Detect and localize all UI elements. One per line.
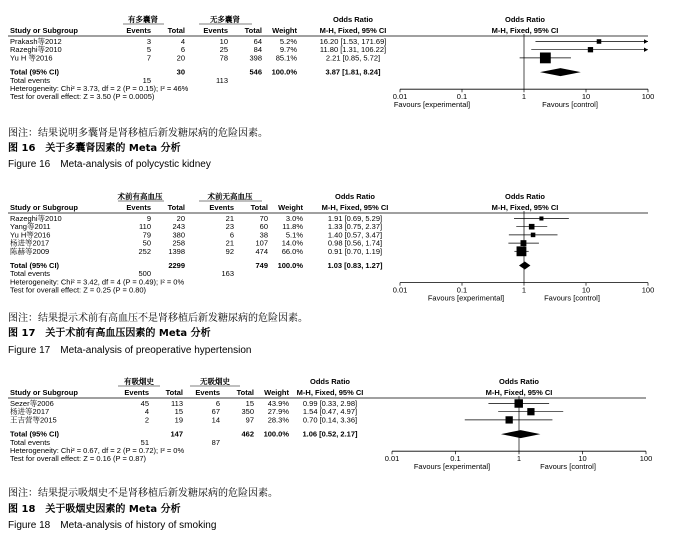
group1-label: 有吸烟史 (124, 377, 154, 386)
total-2: 546 (249, 67, 262, 77)
events-1: 7 (146, 53, 151, 63)
study-name: Yu H等2016 (10, 230, 51, 240)
study-name: Razeghi等2010 (10, 214, 62, 223)
pooled-diamond (519, 262, 530, 270)
total-2: 107 (255, 238, 268, 248)
point-estimate-square (531, 233, 536, 238)
favours-control-label: Favours [control] (544, 293, 600, 303)
point-estimate-square (527, 408, 534, 415)
study-row (10, 414, 357, 424)
study-row (10, 238, 382, 248)
total-events-label: Total events (10, 269, 51, 279)
events-2: 6 (229, 230, 234, 240)
or-ci-value: 1.91 [0.69, 5.29] (327, 214, 383, 223)
total-label: Total (95% CI) (10, 67, 60, 77)
events-2: 67 (211, 407, 220, 417)
study-row (10, 213, 382, 223)
group2-label: 术前无高血压 (207, 192, 253, 201)
total-events-1: 51 (140, 437, 149, 447)
total-events-2: 87 (211, 437, 220, 447)
point-estimate-square (529, 224, 535, 230)
events2-header: Events (195, 388, 220, 397)
total-2: 60 (259, 222, 268, 232)
events-2: 78 (219, 53, 228, 63)
total-events-label: Total events (10, 437, 51, 447)
events-2: 10 (219, 37, 228, 46)
study-name: Razeghi等2010 (10, 45, 62, 55)
events-1: 5 (146, 45, 151, 55)
or-ci-value: 16.20 [1.53, 171.69] (319, 37, 387, 46)
total-1: 2299 (168, 261, 185, 270)
study-name: 王吉营等2015 (10, 415, 57, 425)
total-2: 38 (259, 230, 268, 240)
ci-arrow (644, 39, 648, 43)
total-1: 30 (176, 67, 185, 77)
or-plot-header: Odds Ratio (504, 192, 546, 201)
forest-plot-18 (0, 372, 693, 480)
events-2: 6 (215, 399, 220, 408)
total2-header: Total (236, 388, 254, 397)
x-tick-label: 10 (581, 92, 591, 102)
point-estimate-square (539, 216, 543, 220)
total-weight: 100.0% (271, 67, 297, 77)
total-or-ci: 1.06 [0.52, 2.17] (302, 429, 358, 439)
figure-18-title-cn: 图 18 关于吸烟史因素的 Meta 分析 (8, 504, 181, 515)
or-ci-value: 0.91 [0.70, 1.19] (327, 246, 383, 256)
x-tick-label: 10 (581, 285, 591, 295)
total-1: 20 (176, 53, 185, 63)
study-name: Prakash等2012 (10, 37, 62, 46)
or-plot-header: Odds Ratio (504, 15, 546, 24)
total-1: 258 (172, 238, 185, 248)
weight-value: 3.0% (285, 214, 303, 223)
events-2: 21 (225, 238, 234, 248)
events-2: 23 (225, 222, 234, 232)
or-plot-header: Odds Ratio (498, 377, 540, 386)
method-header: M-H, Fixed, 95% CI (296, 388, 364, 397)
weight-value: 28.3% (267, 415, 289, 425)
total-or-ci: 3.87 [1.81, 8.24] (325, 67, 381, 77)
x-tick-label: 1 (521, 285, 527, 295)
study-name: 陈赫等2009 (10, 246, 50, 256)
group1-label: 术前有高血压 (117, 192, 163, 201)
weight-header: Weight (278, 203, 303, 212)
total-2: 97 (245, 415, 254, 425)
events1-header: Events (126, 26, 151, 35)
method-plot-header: M-H, Fixed, 95% CI (491, 26, 559, 35)
events2-header: Events (209, 203, 234, 212)
total-2: 398 (249, 53, 262, 63)
total-label: Total (95% CI) (10, 429, 60, 439)
study-col-header: Study or Subgroup (10, 203, 78, 212)
events-1: 3 (146, 37, 151, 46)
x-tick-label: 0.01 (392, 285, 408, 295)
weight-header: Weight (264, 388, 289, 397)
events-1: 2 (144, 415, 149, 425)
total-events-2: 163 (221, 269, 234, 279)
total-2: 350 (241, 407, 254, 417)
study-row (10, 246, 382, 256)
events-1: 45 (140, 399, 149, 408)
figure-18-title-en: Figure 18 Meta-analysis of history of smoking (8, 520, 217, 531)
pooled-diamond (501, 430, 540, 438)
study-col-header: Study or Subgroup (10, 388, 78, 397)
total-events-label: Total events (10, 75, 51, 85)
favours-experimental-label: Favours [experimental] (413, 462, 491, 472)
favours-experimental-label: Favours [experimental] (427, 293, 505, 303)
x-tick-label: 1 (521, 92, 527, 102)
total-2: 64 (253, 37, 262, 46)
weight-value: 27.9% (267, 407, 289, 417)
total-1: 19 (174, 415, 183, 425)
study-name: 杨进等2017 (10, 238, 50, 248)
weight-value: 85.1% (275, 53, 297, 63)
or-ci-value: 0.98 [0.56, 1.74] (327, 238, 383, 248)
method-header: M-H, Fixed, 95% CI (321, 203, 389, 212)
x-tick-label: 0.1 (456, 285, 468, 295)
events1-header: Events (126, 203, 151, 212)
ci-arrow (644, 48, 648, 52)
or-ci-value: 1.54 [0.47, 4.97] (302, 407, 358, 417)
total-row (10, 68, 381, 77)
note-16: 图注：结果说明多囊肾是肾移植后新发糖尿病的危险因素。 (8, 128, 268, 139)
or-ci-value: 0.70 [0.14, 3.36] (302, 415, 358, 425)
total-2: 462 (241, 429, 254, 439)
overall-effect-text: Test for overall effect: Z = 0.16 (P = 0.87) (10, 454, 147, 464)
events-1: 79 (142, 230, 151, 240)
x-tick-label: 10 (578, 454, 587, 464)
or-ci-value: 1.40 [0.57, 3.47] (327, 230, 383, 240)
total1-header: Total (167, 203, 185, 212)
events-1: 110 (139, 222, 151, 232)
total-1: 147 (170, 429, 183, 439)
weight-value: 5.2% (279, 37, 297, 46)
point-estimate-square (597, 39, 602, 44)
method-plot-header: M-H, Fixed, 95% CI (491, 203, 559, 212)
figure-16-title-en: Figure 16 Meta-analysis of polycystic kidney (8, 159, 211, 170)
study-name: Sezer等2006 (10, 399, 54, 408)
weight-header: Weight (272, 26, 297, 35)
total2-header: Total (250, 203, 268, 212)
figure-16-title-cn: 图 16 关于多囊肾因素的 Meta 分析 (8, 143, 181, 154)
total-events-1: 500 (138, 269, 151, 279)
heterogeneity-text: Heterogeneity: Chi² = 3.42, df = 4 (P = 0.49); I² = 0% (10, 277, 185, 287)
total-1: 6 (180, 45, 185, 55)
events-1: 252 (138, 246, 151, 256)
heterogeneity-text: Heterogeneity: Chi² = 0.67, df = 2 (P = 0.72); I² = 0% (10, 446, 185, 455)
total-1: 15 (174, 407, 183, 417)
events-1: 9 (146, 214, 151, 223)
or-ci-value: 0.99 [0.33, 2.98] (302, 399, 358, 408)
or-ci-value: 11.80 [1.31, 106.22] (319, 45, 387, 55)
study-row (10, 221, 382, 231)
total-2: 474 (255, 246, 268, 256)
events-2: 21 (225, 214, 234, 223)
or-header: Odds Ratio (334, 192, 376, 201)
events-2: 92 (225, 246, 234, 256)
or-header: Odds Ratio (332, 15, 374, 24)
study-col-header: Study or Subgroup (10, 26, 78, 35)
study-name: Yu H 等2016 (10, 53, 53, 63)
total-events-1: 15 (142, 75, 151, 85)
note-17: 图注：结果提示术前有高血压不是肾移植后新发糖尿病的危险因素。 (8, 313, 308, 324)
pooled-diamond (540, 68, 581, 76)
x-tick-label: 0.01 (392, 92, 408, 102)
events-2: 25 (219, 45, 228, 55)
weight-value: 14.0% (281, 238, 303, 248)
figure-17-title-cn: 图 17 关于术前有高血压因素的 Meta 分析 (8, 328, 211, 339)
total-row (10, 430, 358, 439)
total-2: 84 (253, 45, 262, 55)
total-weight: 100.0% (263, 429, 289, 439)
forest-plot-16 (0, 10, 693, 120)
total1-header: Total (167, 26, 185, 35)
overall-effect-text: Test for overall effect: Z = 0.25 (P = 0.80) (10, 285, 147, 295)
x-tick-label: 1 (516, 454, 522, 464)
favours-experimental-label: Favours [experimental] (393, 100, 471, 110)
total-2: 15 (245, 399, 254, 408)
point-estimate-square (517, 246, 527, 256)
total-1: 380 (172, 230, 185, 240)
events2-header: Events (203, 26, 228, 35)
total-2: 749 (255, 261, 268, 270)
study-name: Yang等2011 (10, 222, 51, 232)
total1-header: Total (165, 388, 183, 397)
events-2: 14 (211, 415, 220, 425)
weight-value: 11.8% (282, 222, 303, 232)
point-estimate-square (588, 47, 593, 52)
or-header: Odds Ratio (309, 377, 351, 386)
note-18: 图注：结果提示吸烟史不是肾移植后新发糖尿病的危险因素。 (8, 488, 278, 499)
heterogeneity-text: Heterogeneity: Chi² = 3.73, df = 2 (P = 0.15); I² = 46% (10, 84, 189, 93)
x-tick-label: 100 (641, 92, 655, 102)
weight-value: 5.1% (285, 230, 303, 240)
events1-header: Events (124, 388, 149, 397)
total-1: 4 (180, 37, 185, 46)
total-weight: 100.0% (277, 261, 303, 270)
total-events-2: 113 (216, 75, 228, 85)
point-estimate-square (521, 240, 527, 246)
group2-label: 无吸烟史 (200, 377, 230, 386)
x-tick-label: 100 (641, 285, 655, 295)
x-tick-label: 0.01 (384, 454, 400, 464)
total-row (10, 261, 383, 270)
group2-label: 无多囊肾 (210, 15, 240, 24)
total-1: 20 (176, 214, 185, 223)
total-or-ci: 1.03 [0.83, 1.27] (327, 261, 383, 270)
total-1: 243 (172, 222, 185, 232)
x-tick-label: 0.1 (456, 92, 468, 102)
total-1: 1398 (168, 246, 185, 256)
weight-value: 66.0% (281, 246, 303, 256)
x-tick-label: 100 (639, 454, 653, 464)
favours-control-label: Favours [control] (540, 462, 596, 472)
total-1: 113 (171, 399, 183, 408)
study-row (10, 229, 382, 239)
total2-header: Total (244, 26, 262, 35)
method-plot-header: M-H, Fixed, 95% CI (485, 388, 553, 397)
overall-effect-text: Test for overall effect: Z = 3.50 (P = 0.0005) (10, 92, 155, 102)
or-ci-value: 2.21 [0.85, 5.72] (325, 53, 381, 63)
events-1: 4 (144, 407, 149, 417)
weight-value: 43.9% (267, 399, 289, 408)
method-header: M-H, Fixed, 95% CI (319, 26, 387, 35)
favours-control-label: Favours [control] (542, 100, 598, 110)
point-estimate-square (540, 52, 551, 63)
forest-plot-17 (0, 187, 693, 305)
or-ci-value: 1.33 [0.75, 2.37] (327, 222, 383, 232)
study-name: 杨进等2017 (10, 407, 50, 417)
group1-label: 有多囊肾 (128, 15, 158, 24)
point-estimate-square (506, 416, 513, 423)
weight-value: 9.7% (279, 45, 297, 55)
total-2: 70 (259, 214, 268, 223)
total-label: Total (95% CI) (10, 261, 60, 270)
events-1: 50 (142, 238, 151, 248)
x-tick-label: 0.1 (450, 454, 461, 464)
figure-17-title-en: Figure 17 Meta-analysis of preoperative hypertension (8, 345, 252, 356)
